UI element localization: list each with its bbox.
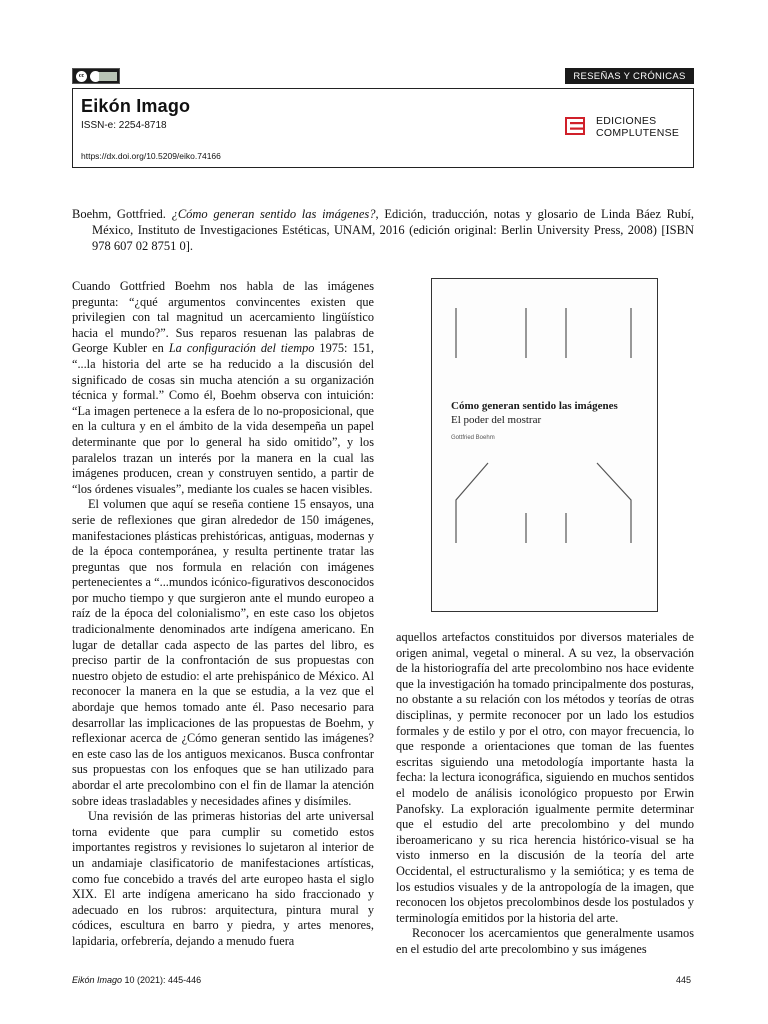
- cc-circle-icon: cc: [76, 71, 87, 82]
- citation-details: , Edición, traducción, notas y glosario de Linda Báez Rubí, México, Instituto de Investigaciones Estéticas, UNAM, 2016 (edición original: Berlin University Press, 2008) [ISBN 978 607 02 8751 0].: [92, 207, 695, 253]
- book-citation: [72, 206, 694, 254]
- page-number: 445: [676, 975, 692, 985]
- paragraph: Una revisión de las primeras historias del arte universal torna evidente que para cumplir su cometido estos importantes registros y revisiones lo sujetaron al interior de un andamiaje clasificatorio de manifestaciones artísticas, como fue concebido a través del arte europeo hasta el siglo XIX. El arte indígena americano ha sido fraccionado y adecuado en los rubros: arquitectura, pintura mural y códices, escultura en barro y piedra, y artes menores, lapidaria, orfebrería, dejando a menudo fuera: [72, 809, 374, 948]
- journal-title: Eikón Imago: [81, 96, 191, 116]
- cover-title: Cómo generan sentido las imágenes: [451, 400, 618, 412]
- citation-title: ¿Cómo generan sentido las imágenes?: [171, 207, 376, 221]
- publisher-line-2: COMPLUTENSE: [596, 127, 680, 139]
- publisher-line-1: EDICIONES: [596, 115, 657, 127]
- footer-reference: Eikón Imago 10 (2021): 445-446: [72, 975, 202, 985]
- paragraph: aquellos artefactos constituidos por diversos materiales de origen animal, vegetal o mineral. A su vez, la observación de la historiografía del arte precolombino nos hace evidente que la investigación ha tomado principalmente dos posturas, no obstante a su relación con los métodos y teorías de otras disciplinas, y permite reconocer por un lado los estudios formales y de estilo y por el otro, con mayor frecuencia, lo que responde a orientaciones que toman de las fuentes escritas siguiendo una metodología importante hasta la fecha: la lectura iconográfica, siguiendo en muchos sentidos el modelo de análisis iconológico propuesto por Erwin Panofsky. La exploración igualmente permite determinar que el estudio del arte precolombino y del mundo iberoamericano y su rica herencia histórico-visual se ha visto inmerso en la discusión de la teoría del arte Occidental, el estructuralismo y la semiótica; y es tema de los estudios visuales y de la antropología de la imagen, que reconocen los objetos precolombinos desde los postulados y terminología emitidos por la historia del arte.: [396, 630, 694, 925]
- cover-line-art: [431, 278, 658, 612]
- paragraph: Cuando Gottfried Boehm nos habla de las imágenes pregunta: “¿qué argumentos convincentes existen que privilegien con tal magnitud un acercamiento lingüístico hacia el mundo?”. Sus reparos resuenan las palabras de George Kubler en La configuración del tiempo 1975: 151, “...la historia del arte se ha reducido a la discusión del significado de cosas sin mucha atención a su organización técnica y formal.” Como él, Boehm observa con intuición: “La imagen pertenece a la esfera de lo no-proposicional, que en la cultura y en el ámbito de la vida desempeña un papel determinante que por lo general ha sido omitido”, y los paralelos trazan un interés por la manera en la cual las imágenes producen, crean y construyen sentido, a partir de “los órdenes visuales”, mediante los cuales se hacen visibles.: [72, 279, 374, 496]
- issn: ISSN-e: 2254-8718: [81, 120, 167, 131]
- left-column: [72, 279, 374, 950]
- cover-author: Gottfried Boehm: [451, 435, 495, 441]
- creative-commons-by-icon[interactable]: [72, 68, 120, 84]
- paragraph: Reconocer los acercamientos que generalmente usamos en el estudio del arte precolombino y sus imágenes: [396, 926, 694, 956]
- section-tag: RESEÑAS Y CRÓNICAS: [565, 68, 694, 84]
- doi-link[interactable]: https://dx.doi.org/10.5209/eiko.74166: [81, 151, 221, 161]
- citation-author: Boehm, Gottfried.: [72, 207, 172, 221]
- paragraph: El volumen que aquí se reseña contiene 15 ensayos, una serie de reflexiones que giran alrededor de 150 imágenes, manifestaciones plásticas prehistóricas, antiguas, modernas y de la época contemporánea, y resulta pertinente tratar las preguntas que nos formula en relación con imágenes pertenecientes a “...mundos icónico-figurativos desconocidos por mucho tiempo y que surgieron ante el mundo europeo a raíz de la época del colonialismo”, en este caso los objetos tradicionalmente denominados arte indígena americano. En lugar de detallar cada aspecto de las partes del libro, es preciso partir de la confrontación de sus propuestas con nuestro objeto de estudio: el arte prehispánico de México. Al reconocer la manera en la que se estudia, a la vez que el abordaje que hemos tomado ante él. Paso necesario para desarrollar las implicaciones de las propuestas de Boehm, y reflexionar acerca de ¿Cómo generan sentido las imágenes? en este caso las de los antiguos mexicanos. Busca confrontar sus propuestas con los enfoques que se han utilizado para abordar el arte precolombino con el fin de llamar la atención sobre ideas trasladables y necesidades afines y disímiles.: [72, 497, 374, 808]
- right-column: [396, 630, 694, 957]
- publisher-name: [596, 115, 679, 139]
- license-bar: [99, 72, 117, 81]
- cover-subtitle: El poder del mostrar: [451, 414, 542, 426]
- ediciones-complutense-logo-icon: [565, 117, 585, 135]
